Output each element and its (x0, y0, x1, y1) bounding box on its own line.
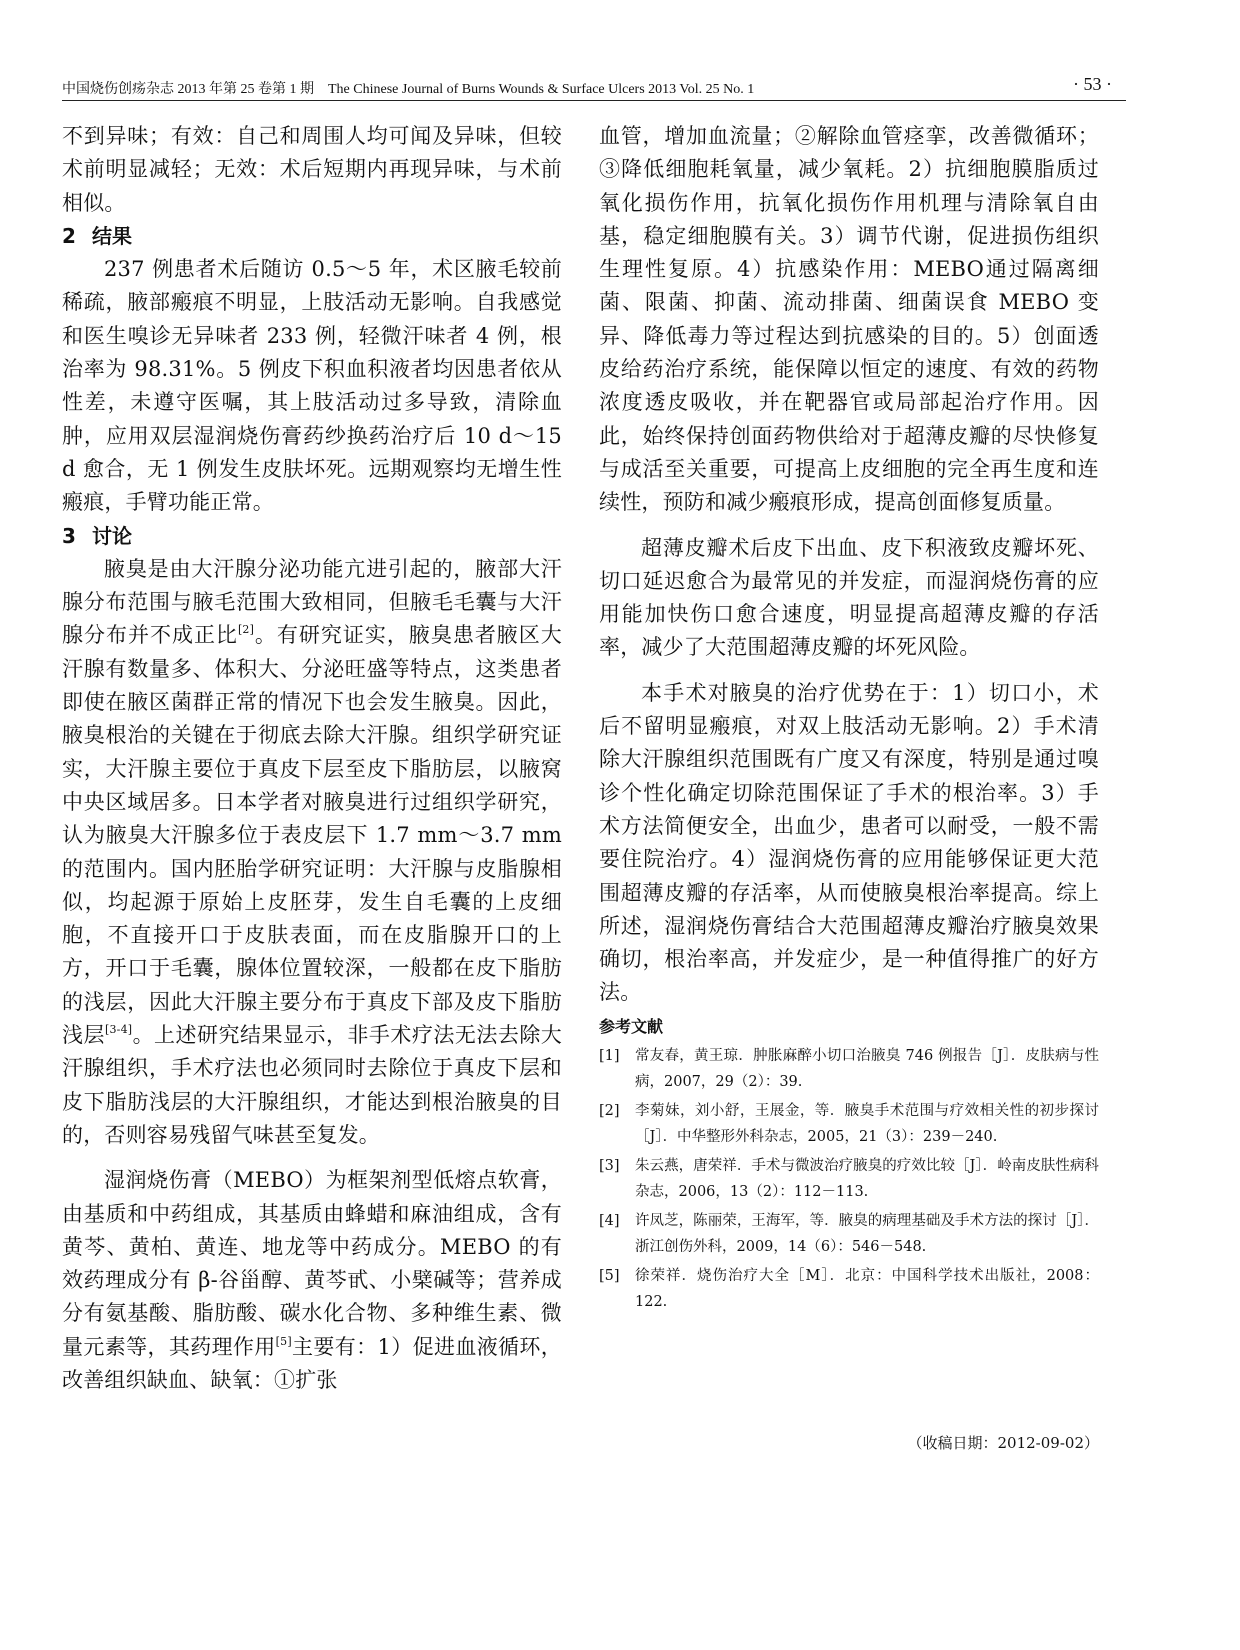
reference-item (599, 1263, 1099, 1315)
reference-number: [2] (599, 1102, 620, 1119)
text-run: 腋臭是由大汗腺分泌功能亢进引起的，腋部大汗腺分布范围与腋毛范围大致相同，但腋毛毛囊与大汗腺分布并不成正比 (62, 556, 562, 648)
results-paragraph: 237 例患者术后随访 0.5～5 年，术区腋毛较前稀疏，腋部瘢痕不明显，上肢活动无影响。自我感觉和医生嗅诊无异味者 233 例，轻微汗味者 4 例，根治率为 98.31%。5 例皮下积血积液者均因患者依从性差，未遵守医嘱，其上肢活动过多导致，清除血肿，应用双层湿润烧伤膏药纱换药治疗后 10 d～15 d 愈合，无 1 例发生皮肤坏死。远期观察均无增生性瘢痕，手臂功能正常。 (62, 257, 562, 515)
reference-item (599, 1153, 1099, 1205)
continued-paragraph: 血管，增加血流量；②解除血管痉挛，改善微循环；③降低细胞耗氧量，减少氧耗。2）抗细胞膜脂质过氧化损伤作用，抗氧化损伤作用机理与清除氧自由基，稳定细胞膜有关。3）调节代谢，促进损伤组织生理性复原。4）抗感染作用：MEBO通过隔离细菌、限菌、抑菌、流动排菌、细菌误食 MEBO 变异、降低毒力等过程达到抗感染的目的。5）创面透皮给药治疗系统，能保障以恒定的速度、有效的药物浓度透皮吸收，并在靶器官或局部起治疗作用。因此，始终保持创面药物供给对于超薄皮瓣的尽快修复与成活至关重要，可提高上皮细胞的完全再生度和连续性，预防和减少瘢痕形成，提高创面修复质量。 (599, 124, 1099, 515)
references-title: 参考文献 (599, 1016, 664, 1036)
text-run: 。上述研究结果显示，非手术疗法无法去除大汗腺组织，手术疗法也必须同时去除位于真皮下层和皮下脂肪浅层的大汗腺组织，才能达到根治腋臭的目的，否则容易残留气味甚至复发。 (62, 1023, 562, 1147)
discussion-paragraph-2 (62, 1164, 562, 1397)
text-run: 湿润烧伤膏（MEBO）为框架剂型低熔点软膏，由基质和中药组成，其基质由蜂蜡和麻油组成，含有黄芩、黄柏、黄连、地龙等中药成分。MEBO 的有效药理成分有 β-谷甾醇、黄芩甙、小檗碱等；营养成分有氨基酸、脂肪酸、碳水化合物、多种维生素、微量元素等，其药理作用 (62, 1168, 562, 1359)
text-run: 主要有：1）促进血液循环，改善组织缺血、缺氧：①扩张 (62, 1334, 562, 1392)
running-title: 中国烧伤创疡杂志 2013 年第 25 卷第 1 期 The Chinese Journal of Burns Wounds & Surface Ulcers 2013 Vol. 25 No. 1 (62, 82, 755, 97)
reference-number: [4] (599, 1212, 620, 1229)
left-column (62, 120, 562, 1520)
reference-text: 常友春，黄王琼．肿胀麻醉小切口治腋臭 746 例报告［J］．皮肤病与性病，2007，29（2）：39. (635, 1047, 1099, 1090)
section-number: 2 (62, 223, 76, 248)
continued-paragraph: 不到异味；有效：自己和周围人均可闻及异味，但较术前明显减轻；无效：术后短期内再现异味，与术前相似。 (62, 124, 562, 215)
reference-item (599, 1098, 1099, 1150)
citation: [3-4] (104, 1023, 133, 1037)
reference-text: 许凤芝，陈丽荣，王海军，等．腋臭的病理基础及手术方法的探讨［J］．浙江创伤外科，2009，14（6）：546－548. (635, 1212, 1099, 1255)
received-date: （收稿日期：2012-09-02） (907, 1434, 1099, 1452)
reference-text: 徐荣祥．烧伤治疗大全［M］．北京：中国科学技术出版社，2008：122. (635, 1267, 1099, 1310)
reference-number: [3] (599, 1157, 620, 1174)
section-title: 结果 (92, 223, 132, 248)
citation: [2] (237, 623, 255, 637)
section-number: 3 (62, 523, 76, 548)
reference-item (599, 1043, 1099, 1095)
discussion-paragraph-1 (62, 553, 562, 1152)
reference-item (599, 1208, 1099, 1260)
reference-number: [1] (599, 1047, 620, 1064)
page-number: · 53 · (1073, 74, 1112, 94)
citation: [5] (275, 1334, 292, 1348)
section-title: 讨论 (92, 523, 132, 548)
complications-paragraph: 超薄皮瓣术后皮下出血、皮下积液致皮瓣坏死、切口延迟愈合为最常见的并发症，而湿润烧伤膏的应用能加快伤口愈合速度，明显提高超薄皮瓣的存活率，减少了大范围超薄皮瓣的坏死风险。 (599, 535, 1099, 660)
reference-list (599, 1043, 1099, 1315)
running-header (62, 74, 1126, 101)
reference-text: 李菊妹，刘小舒，王展金，等．腋臭手术范围与疗效相关性的初步探讨［J］．中华整形外科杂志，2005，21（3）：239－240. (635, 1102, 1099, 1145)
section-heading-discussion (62, 520, 562, 553)
text-run: 。有研究证实，腋臭患者腋区大汗腺有数量多、体积大、分泌旺盛等特点，这类患者即使在腋区菌群正常的情况下也会发生腋臭。因此，腋臭根治的关键在于彻底去除大汗腺。组织学研究证实，大汗腺主要位于真皮下层至皮下脂肪层，以腋窝中央区域居多。日本学者对腋臭进行过组织学研究，认为腋臭大汗腺多位于表皮层下 1.7 mm～3.7 mm 的范围内。国内胚胎学研究证明：大汗腺与皮脂腺相似，均起源于原始上皮胚芽，发生自毛囊的上皮细胞，不直接开口于皮肤表面，而在皮脂腺开口的上方，开口于毛囊，腺体位置较深，一般都在皮下脂肪的浅层，因此大汗腺主要分布于真皮下部及皮下脂肪浅层 (62, 623, 562, 1048)
section-heading-results (62, 220, 562, 253)
right-column (599, 120, 1099, 1550)
reference-text: 朱云燕，唐荣祥．手术与微波治疗腋臭的疗效比较［J］．岭南皮肤性病科杂志，2006，13（2）：112－113. (635, 1157, 1099, 1200)
advantages-paragraph: 本手术对腋臭的治疗优势在于：1）切口小，术后不留明显瘢痕，对双上肢活动无影响。2）手术清除大汗腺组织范围既有广度又有深度，特别是通过嗅诊个性化确定切除范围保证了手术的根治率。3）手术方法简便安全，出血少，患者可以耐受，一般不需要住院治疗。4）湿润烧伤膏的应用能够保证更大范围超薄皮瓣的存活率，从而使腋臭根治率提高。综上所述，湿润烧伤膏结合大范围超薄皮瓣治疗腋臭效果确切，根治率高，并发症少，是一种值得推广的好方法。 (599, 680, 1099, 1005)
reference-number: [5] (599, 1267, 620, 1284)
